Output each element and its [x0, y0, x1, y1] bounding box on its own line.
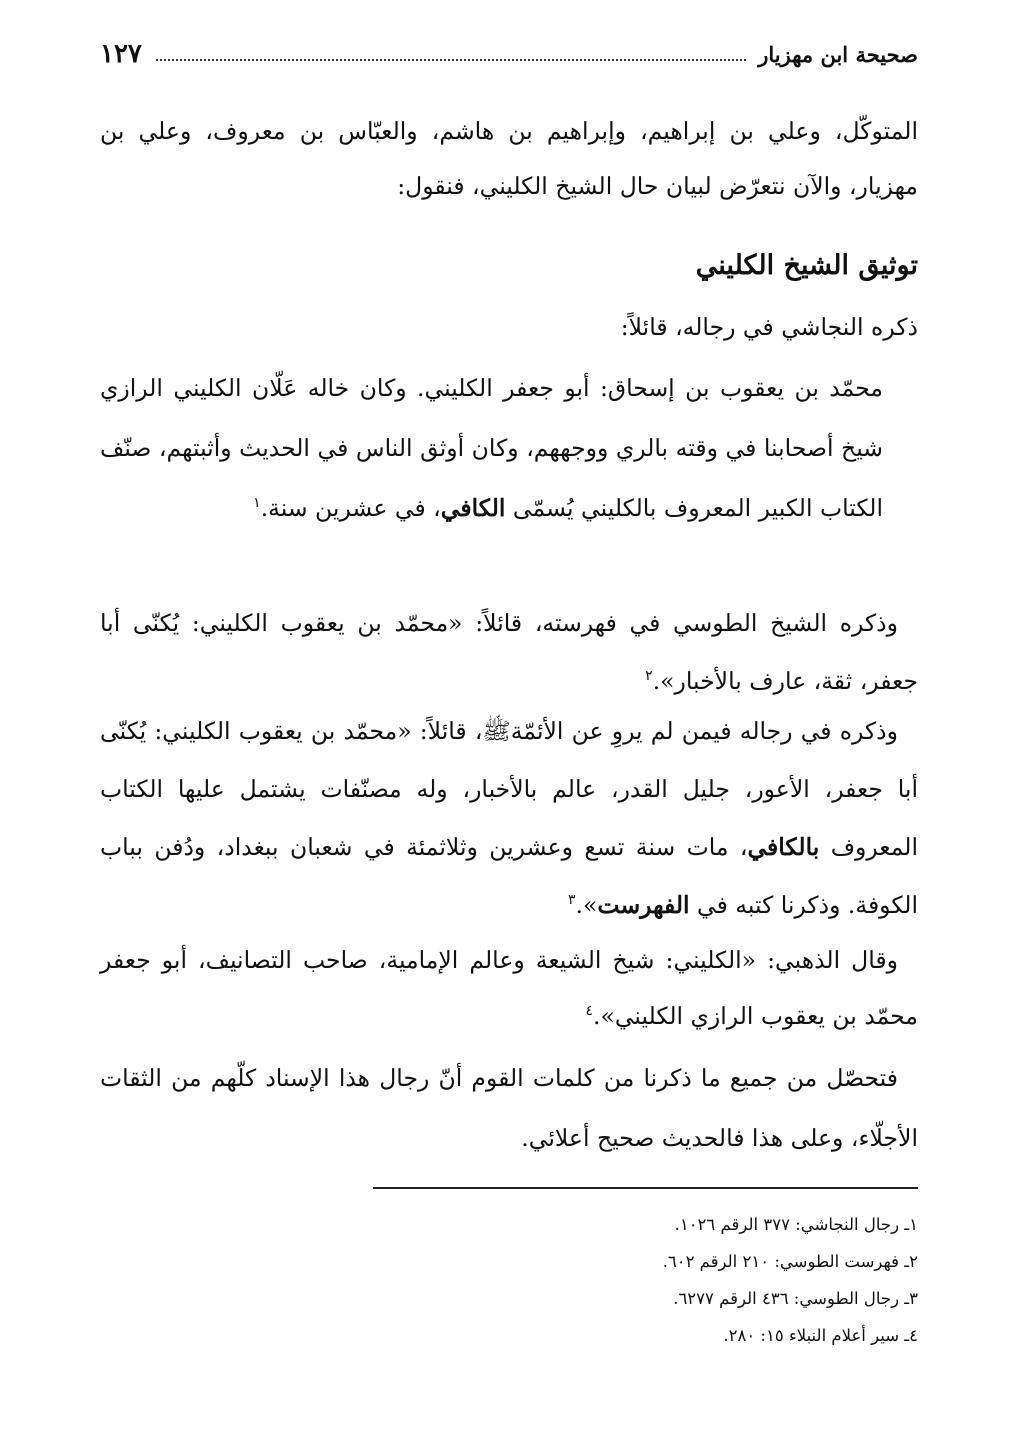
footnote-item: ٣ـ رجال الطوسي: ٤٣٦ الرقم ٦٢٧٧.	[673, 1289, 918, 1308]
honorific-glyph: ﷺ	[482, 717, 511, 745]
najashi-quote-text: محمّد بن يعقوب بن إسحاق: أبو جعفر الكليني. وكان خاله عَلّان الكليني الرازي شيخ أصحابنا في وقته بالري ووجههم، وكان أوثق الناس في الحديث وأثبتهم، صنّف الكتاب الكبير المعروف بالكليني يُسمّى	[100, 374, 883, 522]
tusi-rijal-paragraph	[100, 702, 918, 934]
najashi-quote-end: ، في عشرين سنة.	[260, 494, 441, 522]
najashi-intro: ذكره النجاشي في رجاله، قائلاً:	[620, 313, 918, 341]
section-heading: توثيق الشيخ الكليني	[695, 250, 918, 281]
footnotes-list	[358, 1206, 918, 1354]
kafi-title-2: بالكافي	[747, 833, 820, 861]
running-title: صحيحة ابن مهزيار	[758, 41, 918, 67]
footnote-item: ٤ـ سير أعلام النبلاء ١٥: ٢٨٠.	[723, 1326, 918, 1345]
tusi-fihrist-paragraph	[100, 594, 918, 710]
dhahabi-text: وقال الذهبي: «الكليني: شيخ الشيعة وعالم الإمامية، صاحب التصانيف، أبو جعفر محمّد بن يعقوب الرازي الكليني».	[100, 946, 918, 1030]
footnote-item: ٢ـ فهرست الطوسي: ٢١٠ الرقم ٦٠٢.	[662, 1252, 918, 1271]
tusi-rijal-text-2: ، قائلاً: «محمّد بن يعقوب الكليني: يُكنّى أبا جعفر، الأعور، جليل القدر، عالم بالأخبار، وله مصنّفات يشتمل عليها الكتاب المعروف	[100, 717, 918, 861]
footnote-ref-3[interactable]: ٣	[567, 892, 576, 909]
tusi-rijal-text-3: ، مات سنة تسع وعشرين وثلاثمئة في شعبان ببغداد، ودُفن بباب الكوفة. وذكرنا كتبه في	[100, 833, 918, 919]
footnote-ref-1[interactable]: ١	[253, 495, 261, 512]
kafi-title: الكافي	[440, 494, 506, 522]
intro-paragraph: المتوكّل، وعلي بن إبراهيم، وإبراهيم بن هاشم، والعبّاس بن معروف، وعلي بن مهزيار، والآن نتعرّض لبيان حال الشيخ الكليني، فنقول:	[100, 117, 918, 200]
footnote-ref-2[interactable]: ٢	[645, 668, 653, 685]
page-number: ١٢٧	[100, 39, 142, 69]
dhahabi-paragraph	[100, 932, 918, 1044]
footnote-separator	[373, 1187, 918, 1189]
najashi-quote	[100, 358, 883, 538]
tusi-fihrist-text: وذكره الشيخ الطوسي في فهرسته، قائلاً: «محمّد بن يعقوب الكليني: يُكنّى أبا جعفر، ثقة، عارف بالأخبار».	[100, 609, 918, 695]
running-header	[100, 34, 918, 74]
tusi-rijal-text-4: ».	[575, 891, 598, 919]
tusi-rijal-text-1: وذكره في رجاله فيمن لم يروِ عن الأئمّة	[510, 717, 898, 745]
footnote-ref-4[interactable]: ٤	[585, 1003, 593, 1020]
dotted-leader	[156, 47, 746, 61]
conclusion-paragraph: فتحصّل من جميع ما ذكرنا من كلمات القوم أنّ رجال هذا الإسناد كلّهم من الثقات الأجلّاء، وعلى هذا فالحديث صحيح أعلائي.	[100, 1064, 918, 1152]
footnote-item: ١ـ رجال النجاشي: ٣٧٧ الرقم ١٠٢٦.	[674, 1215, 918, 1234]
fihrist-title: الفهرست	[597, 891, 690, 919]
